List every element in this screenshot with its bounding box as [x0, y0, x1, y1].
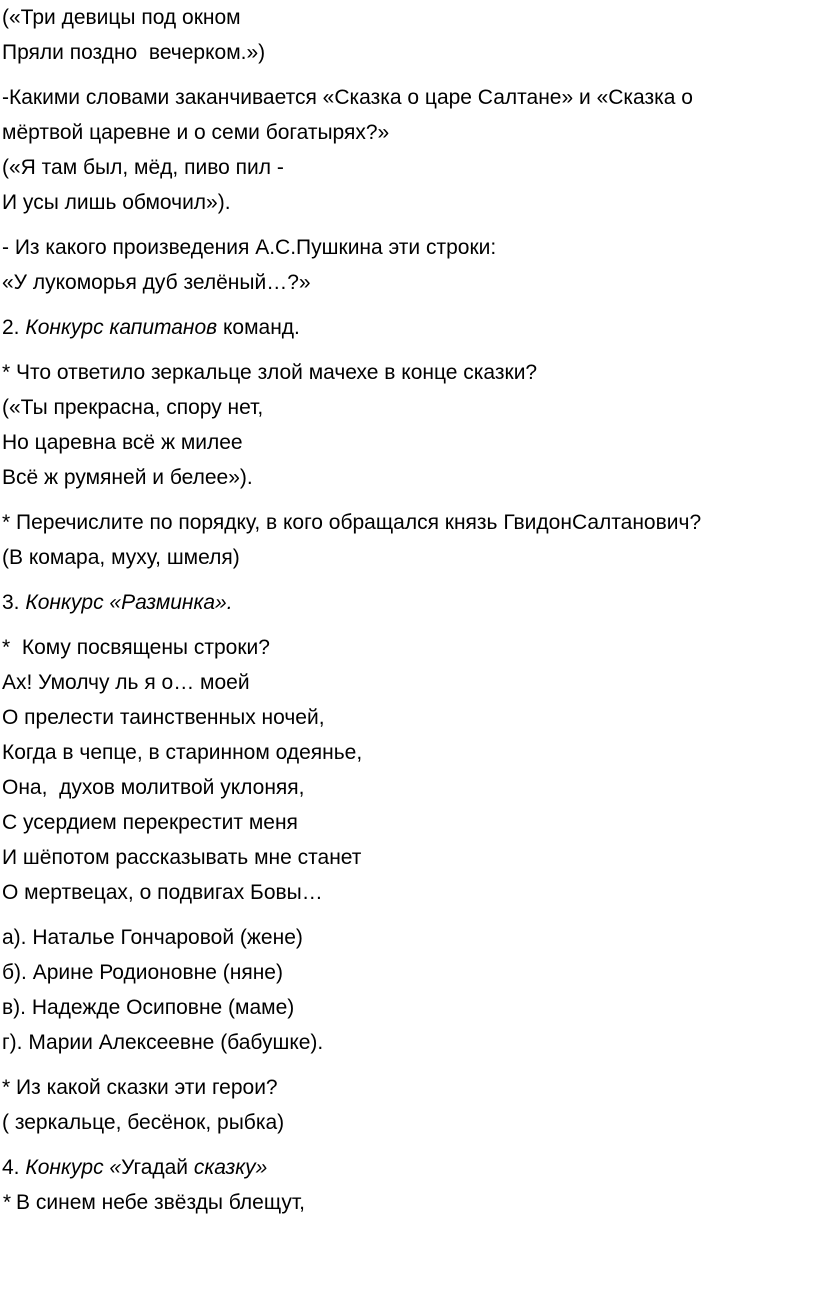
quote-line: «У лукоморья дуб зелёный…?» [2, 271, 311, 294]
line-text: В синем небе звёзды блещут, [10, 1191, 305, 1214]
block-endings-question [2, 80, 812, 220]
poem-line: И шёпотом рассказывать мне станет [2, 846, 362, 869]
section-heading [2, 1150, 812, 1185]
poem-line: О мертвецах, о подвигах Бовы… [2, 881, 323, 904]
section-title-italic: Конкурс капитанов [25, 316, 218, 339]
option-line: б). Арине Родионовне (няне) [2, 961, 283, 984]
question-line: * Из какой сказки эти герои? [2, 1076, 278, 1099]
answer-line: (В комара, муху, шмеля) [2, 546, 240, 569]
block-poem-question [2, 630, 812, 910]
block-mirror-question [2, 355, 812, 495]
option-line: а). Наталье Гончаровой (жене) [2, 926, 303, 949]
question-line: * Кому посвящены строки? [2, 636, 270, 659]
question-line: * Что ответило зеркальце злой мачехе в конце сказки? [2, 361, 538, 384]
poem-line: Она, духов молитвой уклоняя, [2, 776, 305, 799]
section-heading [2, 585, 812, 620]
section-title-plain: Угадай [121, 1156, 194, 1179]
question-line: -Какими словами заканчивается «Сказка о царе Салтане» и «Сказка о [2, 86, 693, 109]
block-three-maidens [2, 0, 812, 70]
section-warmup-heading [2, 585, 812, 620]
answer-line: Но царевна всё ж милее [2, 431, 243, 454]
question-line: - Из какого произведения А.С.Пушкина эти строки: [2, 236, 497, 259]
section-title-italic: сказку» [193, 1156, 268, 1179]
section-number: 2. [2, 316, 26, 339]
section-title-rest: команд. [217, 316, 300, 339]
poem-line: Ах! Умолчу ль я о… моей [2, 671, 250, 694]
text-line: Пряли поздно вечерком.») [2, 41, 266, 64]
answer-line: Всё ж румяней и белее»). [2, 466, 253, 489]
block-gvidon-question [2, 505, 812, 575]
answer-line: («Ты прекрасна, спору нет, [2, 396, 264, 419]
option-line: в). Надежде Осиповне (маме) [2, 996, 295, 1019]
section-title-italic: Конкурс « [25, 1156, 122, 1179]
text-line [2, 1185, 812, 1220]
option-line: г). Марии Алексеевне (бабушке). [2, 1031, 324, 1054]
block-heroes-question [2, 1070, 812, 1140]
section-guess-heading [2, 1150, 812, 1220]
section-captains-heading [2, 310, 812, 345]
section-title-italic: Конкурс «Разминка». [25, 591, 233, 614]
answer-line: («Я там был, мёд, пиво пил - [2, 156, 284, 179]
question-line: * Перечислите по порядку, в кого обращался князь ГвидонСалтанович? [2, 511, 702, 534]
document-page [2, 0, 812, 1220]
text-line: («Три девицы под окном [2, 6, 241, 29]
section-number: 3. [2, 591, 26, 614]
block-lukomorye-question [2, 230, 812, 300]
block-answer-options [2, 920, 812, 1060]
answer-line: И усы лишь обмочил»). [2, 191, 231, 214]
section-heading [2, 310, 812, 345]
star-bullet: * [2, 1191, 11, 1214]
poem-line: С усердием перекрестит меня [2, 811, 298, 834]
poem-line: Когда в чепце, в старинном одеянье, [2, 741, 363, 764]
poem-line: О прелести таинственных ночей, [2, 706, 325, 729]
answer-line: ( зеркальце, бесёнок, рыбка) [2, 1111, 285, 1134]
section-number: 4. [2, 1156, 26, 1179]
question-line: мёртвой царевне и о семи богатырях?» [2, 121, 390, 144]
